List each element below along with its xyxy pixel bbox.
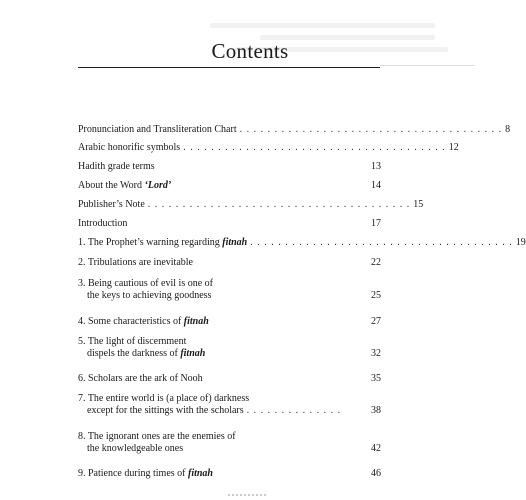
toc-entry-title: Publisher’s Note: [78, 199, 145, 210]
dot-leaders: . . . . . . . . . . . . . .: [246, 405, 342, 416]
title-rule-shadow: [380, 65, 475, 66]
toc-entry: [78, 431, 381, 455]
toc-entry-title: Pronunciation and Transliteration Chart: [78, 124, 237, 135]
toc-entry: [78, 142, 459, 154]
toc-entry-title-line2: the knowledgeable ones: [87, 443, 184, 454]
toc-entry-title: 2. Tribulations are inevitable: [78, 257, 193, 268]
toc-page-number: 8: [505, 124, 511, 135]
toc-entry-title-line2: except for the sittings with the scholars: [87, 405, 244, 416]
toc-entry: [78, 218, 381, 230]
toc-page-number: 14: [371, 180, 381, 191]
toc-entry-title: About the Word ‘Lord’: [78, 180, 172, 191]
toc-page-number: 25: [371, 290, 381, 301]
toc-entry-title: 9. Patience during times of fitnah: [78, 468, 213, 479]
toc-page-number: 15: [413, 199, 424, 210]
toc-page-number: 22: [371, 257, 381, 268]
toc-entry-title: Hadith grade terms: [78, 161, 155, 172]
toc-page-number: 19: [515, 237, 526, 248]
toc-page-number: 35: [371, 373, 381, 384]
dot-leaders: . . . . . . . . . . . . . . . . . . . . . . . . . . . . . . . . . . . . . .: [250, 237, 513, 248]
toc-entry-title-line1: 8. The ignorant ones are the enemies of: [78, 431, 236, 442]
toc-page-number: 17: [371, 218, 381, 229]
toc-entry: [78, 316, 381, 328]
toc-entry: [78, 278, 381, 302]
toc-page-number: 27: [371, 316, 381, 327]
dot-leaders: . . . . . . . . . . . . . . . . . . . . . . . . . . . . . . . . . . . . . .: [239, 124, 503, 135]
dot-leaders: . . . . . . . . . . . . . . . . . . . . . . . . . . . . . . . . . . . . . .: [147, 199, 411, 210]
toc-entry-title-line1: 7. The entire world is (a place of) darkness: [78, 393, 250, 404]
toc-entry: [78, 161, 381, 173]
title-rule: [78, 67, 380, 68]
toc-entry-title: 1. The Prophet’s warning regarding fitnah: [78, 237, 248, 248]
dot-leaders: . . . . . . . . . . . . . . . . . . . . . . . . . . . . . . . . . . . . . .: [183, 142, 446, 153]
toc-entry: [78, 257, 381, 269]
toc-entry: [78, 468, 381, 480]
toc-entry-title-line1: 5. The light of discernment: [78, 336, 187, 347]
toc-entry-title: Arabic honorific symbols: [78, 142, 181, 153]
toc-entry-title: Introduction: [78, 218, 128, 229]
toc-page-number: 38: [371, 405, 381, 416]
toc-entry-title-line1: 3. Being cautious of evil is one of: [78, 278, 213, 289]
toc-page-number: 13: [371, 161, 381, 172]
toc-page-number: 32: [371, 348, 381, 359]
toc-entry: [78, 199, 424, 211]
toc-entry: [78, 373, 381, 385]
toc-entry-title-line2: the keys to achieving goodness: [87, 290, 212, 301]
toc-page-number: 46: [371, 468, 381, 479]
page-title: Contents: [211, 39, 289, 63]
toc-entry-title-line2: dispels the darkness of fitnah: [87, 348, 206, 359]
toc-entry-title: 6. Scholars are the ark of Nooh: [78, 373, 203, 384]
toc-entry-title: 4. Some characteristics of fitnah: [78, 316, 209, 327]
toc-page-number: 42: [371, 443, 381, 454]
toc-page-number: 12: [448, 142, 459, 153]
toc-entry: [78, 180, 381, 192]
toc-entry: [78, 237, 526, 249]
toc-entry: [78, 124, 511, 136]
toc-entry: [78, 393, 381, 417]
page-edge-mark: [228, 494, 266, 496]
toc-entry: [78, 336, 381, 360]
